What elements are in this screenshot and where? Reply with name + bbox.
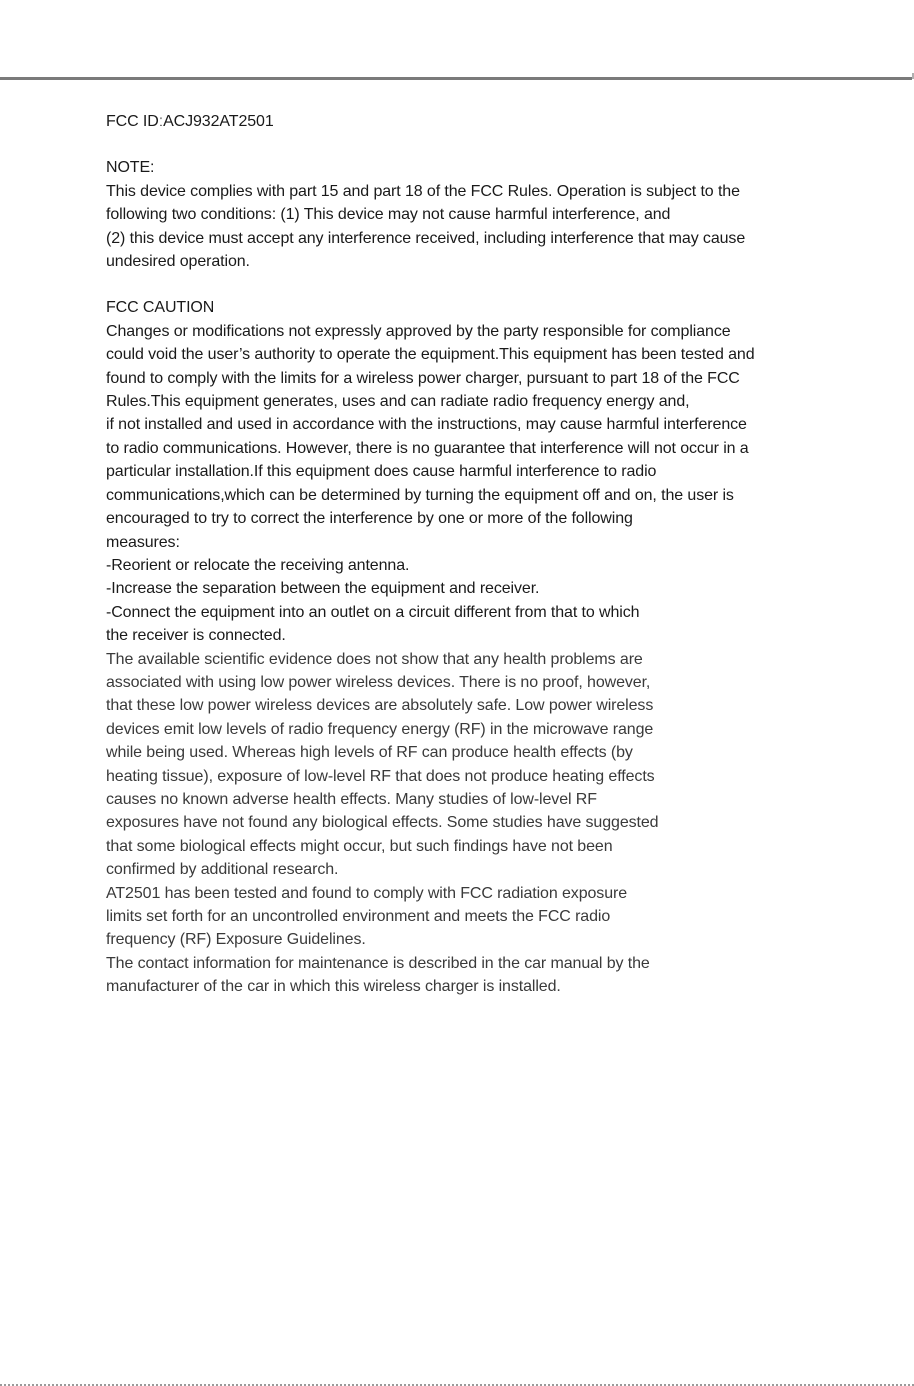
caution-line: Rules.This equipment generates, uses and can radiate radio frequency energy and, [106,393,690,411]
document-body [106,110,818,999]
note-heading: NOTE: [106,159,155,177]
rf-info-line: frequency (RF) Exposure Guidelines. [106,931,366,949]
rf-info-line: The contact information for maintenance is described in the car manual by the [106,954,650,972]
caution-line: particular installation.If this equipment does cause harmful interference to radio [106,463,657,481]
rf-info-line: manufacturer of the car in which this wireless charger is installed. [106,978,561,996]
spacer [106,273,818,296]
caution-line: if not installed and used in accordance with the instructions, may cause harmful interference [106,416,747,434]
rf-info-line: limits set forth for an uncontrolled environment and meets the FCC radio [106,908,611,925]
rf-info-line: heating tissue), exposure of low-level RF that does not produce heating effects [106,767,655,785]
caution-line: measures: [106,533,180,551]
rf-info-line: exposures have not found any biological effects. Some studies have suggested [106,814,659,832]
rf-info-line: associated with using low power wireless devices. There is no proof, however, [106,673,651,691]
caution-line: communications,which can be determined by turning the equipment off and on, the user is [106,486,734,504]
measure-item: the receiver is connected. [106,627,286,645]
caution-line: encouraged to try to correct the interference by one or more of the following [106,510,633,528]
rf-info-line: that these low power wireless devices are absolutely safe. Low power wireless [106,697,654,715]
rf-info-line: confirmed by additional research. [106,861,339,879]
caution-line: could void the user’s authority to operate the equipment.This equipment has been tested and [106,346,755,364]
fcc-id: FCC IDːACJ932AT2501 [106,113,274,130]
spacer [106,133,818,156]
measure-item: -Connect the equipment into an outlet on a circuit different from that to which [106,603,640,621]
note-line: (2) this device must accept any interference received, including interference that may cause [106,229,746,247]
rf-info-line: devices emit low levels of radio frequency energy (RF) in the microwave range [106,720,654,738]
rf-info-line: AT2501 has been tested and found to comply with FCC radiation exposure [106,884,628,902]
rf-info-line: causes no known adverse health effects. Many studies of low-level RF [106,790,597,808]
note-line: following two conditions: (1) This device may not cause harmful interference, and [106,206,671,224]
caution-heading: FCC CAUTION [106,299,215,317]
rf-info-line: The available scientific evidence does not show that any health problems are [106,650,643,668]
caution-line: Changes or modifications not expressly approved by the party responsible for compliance [106,322,731,340]
note-line: undesired operation. [106,253,250,271]
header-divider [0,77,912,80]
measure-item: -Reorient or relocate the receiving antenna. [106,556,410,574]
rf-info-line: while being used. Whereas high levels of RF can produce health effects (by [106,744,633,762]
caution-line: found to comply with the limits for a wireless power charger, pursuant to part 18 of the FCC [106,369,740,387]
rf-info-line: that some biological effects might occur, but such findings have not been [106,837,613,855]
caution-line: to radio communications. However, there is no guarantee that interference will not occur in a [106,439,749,457]
measure-item: -Increase the separation between the equipment and receiver. [106,580,540,598]
note-line: This device complies with part 15 and part 18 of the FCC Rules. Operation is subject to the [106,182,740,200]
